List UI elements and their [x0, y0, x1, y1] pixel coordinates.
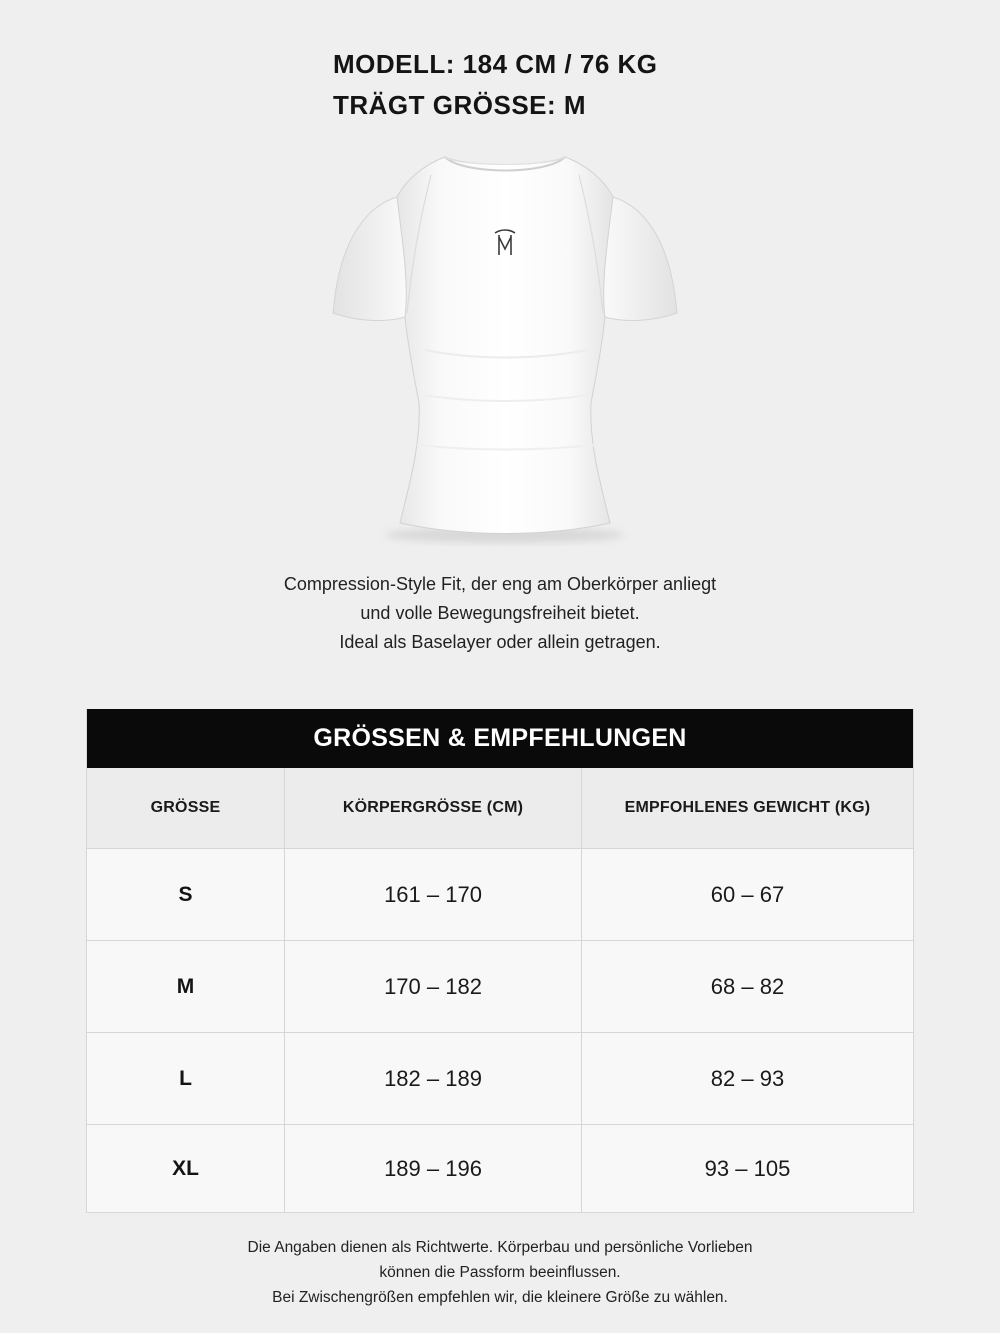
- table-row: [87, 940, 913, 1032]
- model-info: [333, 44, 658, 126]
- size-cell: L: [179, 1066, 192, 1090]
- product-description: [0, 570, 1000, 657]
- weight-cell: 93 – 105: [581, 1125, 913, 1212]
- model-worn-size: TRÄGT GRÖSSE: M: [333, 90, 587, 120]
- footnote-line: Die Angaben dienen als Richtwerte. Körperbau und persönliche Vorlieben: [247, 1239, 753, 1256]
- height-cell: 189 – 196: [284, 1125, 581, 1212]
- column-header-weight: EMPFOHLENES GEWICHT (KG): [581, 768, 913, 848]
- product-image: [325, 145, 685, 550]
- weight-cell: 60 – 67: [581, 849, 913, 940]
- model-measurements: MODELL: 184 CM / 76 KG: [333, 49, 658, 79]
- height-cell: 182 – 189: [284, 1033, 581, 1124]
- table-row: [87, 1032, 913, 1124]
- column-header-height: KÖRPERGRÖSSE (CM): [284, 768, 581, 848]
- column-header-size: GRÖSSE: [150, 799, 221, 816]
- height-cell: 170 – 182: [284, 941, 581, 1032]
- description-line: und volle Bewegungsfreiheit bietet.: [360, 603, 640, 623]
- description-line: Compression-Style Fit, der eng am Oberkörper anliegt: [283, 574, 717, 594]
- footnote-line: können die Passform beeinflussen.: [379, 1264, 621, 1281]
- weight-cell: 68 – 82: [581, 941, 913, 1032]
- table-row: [87, 1124, 913, 1212]
- table-title: GRÖSSEN & EMPFEHLUNGEN: [87, 709, 913, 768]
- size-cell: S: [178, 882, 193, 906]
- height-cell: 161 – 170: [284, 849, 581, 940]
- table-header-row: [87, 768, 913, 848]
- footnote-line: Bei Zwischengrößen empfehlen wir, die kleinere Größe zu wählen.: [272, 1289, 728, 1306]
- size-cell: M: [176, 974, 195, 998]
- description-line: Ideal als Baselayer oder allein getragen.: [339, 632, 661, 652]
- tshirt-icon: [325, 145, 685, 550]
- size-table: [86, 709, 914, 1213]
- weight-cell: 82 – 93: [581, 1033, 913, 1124]
- size-cell: XL: [172, 1156, 199, 1180]
- footnote: [0, 1235, 1000, 1310]
- table-row: [87, 848, 913, 940]
